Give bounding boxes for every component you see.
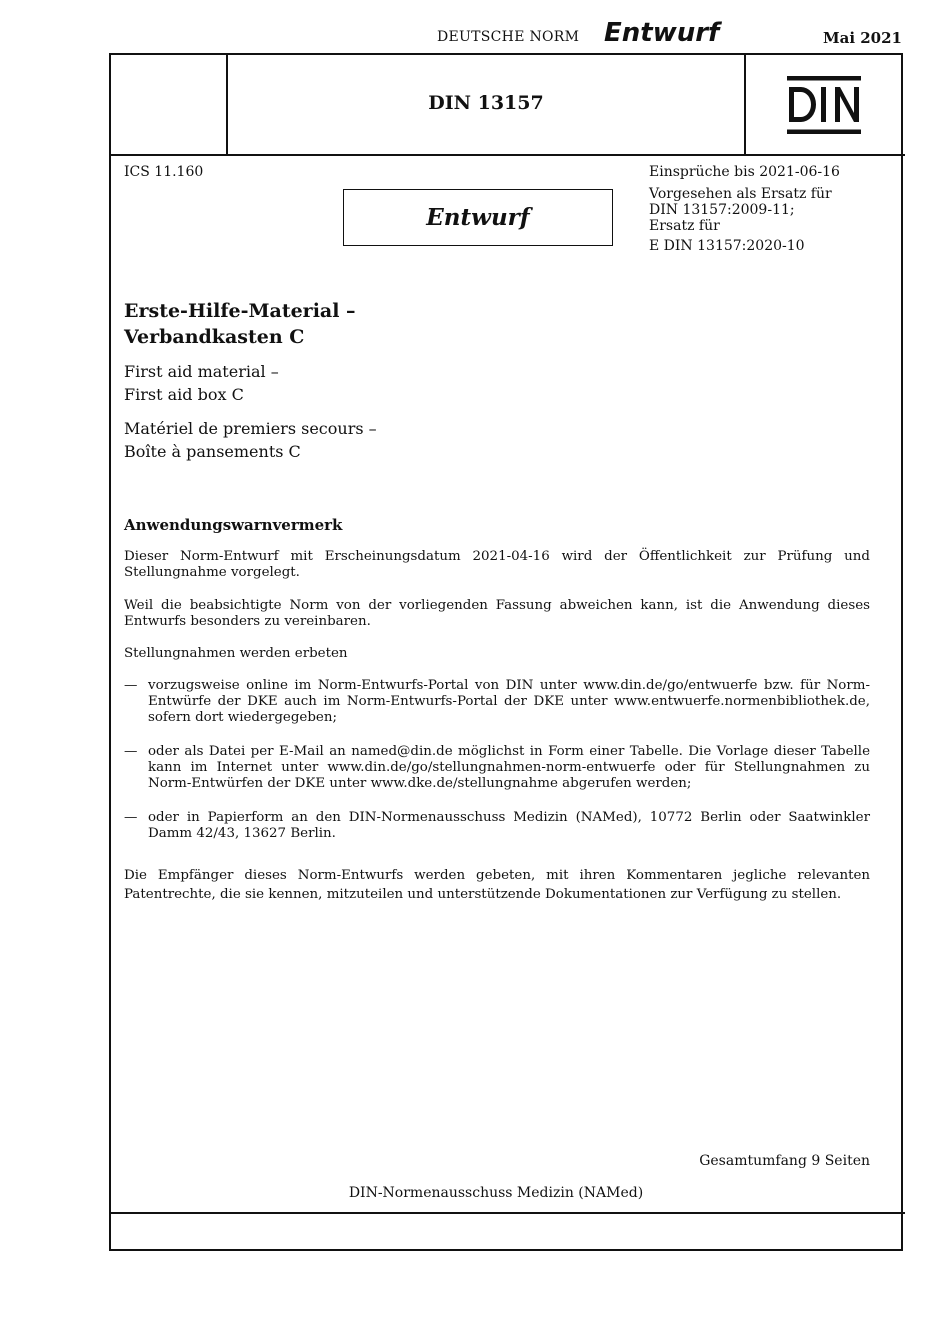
- list-item-text: vorzugsweise online im Norm-Entwurfs-Portal von DIN unter www.din.de/go/entwuerfe bzw. für Norm-Entwürfe der DKE auch im Norm-Entwurfs-Portal der DKE unter www.entwuerfe.normenbibliothek.de, sofern dort wiedergegeben;: [148, 678, 870, 725]
- title-german: [124, 298, 624, 350]
- objection-deadline: Einsprüche bis 2021-06-16: [649, 164, 840, 180]
- warning-heading: Anwendungswarnvermerk: [124, 516, 343, 534]
- title-german-line: Erste-Hilfe-Material –: [124, 300, 356, 322]
- list-item: [124, 678, 870, 726]
- header-right-divider: [744, 53, 746, 156]
- title-english: [124, 360, 624, 406]
- publication-date: Mai 2021: [823, 29, 902, 47]
- draft-box-label: Entwurf: [426, 204, 530, 231]
- draft-box: [343, 189, 613, 246]
- list-dash: —: [124, 810, 138, 825]
- replacement-line: Ersatz für: [649, 218, 720, 234]
- din-logo: [787, 76, 861, 134]
- replacement-line: Vorgesehen als Ersatz für: [649, 186, 832, 202]
- title-french: [124, 417, 624, 463]
- replacement-line: DIN 13157:2009-11;: [649, 202, 795, 218]
- patent-notice: Die Empfänger dieses Norm-Entwurfs werden gebeten, mit ihren Kommentaren jegliche relevanten Patentrechte, die sie kennen, mitzuteilen und unterstützende Dokumentationen zur Verfügung zu stellen.: [124, 868, 870, 902]
- footer-divider: [109, 1212, 905, 1214]
- ics-code: ICS 11.160: [124, 164, 204, 180]
- norm-type-label: DEUTSCHE NORM: [437, 29, 580, 45]
- title-french-line: Matériel de premiers secours –: [124, 419, 377, 438]
- list-dash: —: [124, 744, 138, 759]
- document-number: DIN 13157: [428, 92, 544, 114]
- list-item-text: oder als Datei per E-Mail an named@din.de möglichst in Form einer Tabelle. Die Vorlage dieser Tabelle kann im Internet unter www.din.de/go/stellungnahmen-norm-entwuerfe oder für Stellungnahmen zu Norm-Entwürfen der DKE unter www.dke.de/stellungnahme abgerufen werden;: [148, 744, 870, 791]
- list-item: [124, 744, 870, 792]
- warning-paragraph: Dieser Norm-Entwurf mit Erscheinungsdatum 2021-04-16 wird der Öffentlichkeit zur Prüfung und Stellungnahme vorgelegt.: [124, 549, 870, 580]
- list-dash: —: [124, 678, 138, 693]
- header-divider: [109, 154, 905, 156]
- warning-paragraph: Stellungnahmen werden erbeten: [124, 646, 348, 661]
- replacement-info: [649, 164, 889, 254]
- title-german-line: Verbandkasten C: [124, 326, 305, 348]
- list-item-text: oder in Papierform an den DIN-Normenausschuss Medizin (NAMed), 10772 Berlin oder Saatwinkler Damm 42/43, 13627 Berlin.: [148, 810, 870, 841]
- committee-name: DIN-Normenausschuss Medizin (NAMed): [348, 1185, 644, 1201]
- title-english-line: First aid box C: [124, 385, 244, 404]
- draft-label: Entwurf: [604, 18, 720, 48]
- list-item: [124, 810, 870, 842]
- total-pages: Gesamtumfang 9 Seiten: [699, 1153, 870, 1169]
- warning-paragraph: Weil die beabsichtigte Norm von der vorliegenden Fassung abweichen kann, ist die Anwendung dieses Entwurfs besonders zu vereinbaren.: [124, 598, 870, 629]
- title-english-line: First aid material –: [124, 362, 279, 381]
- replacement-line: E DIN 13157:2020-10: [649, 238, 805, 254]
- title-french-line: Boîte à pansements C: [124, 442, 301, 461]
